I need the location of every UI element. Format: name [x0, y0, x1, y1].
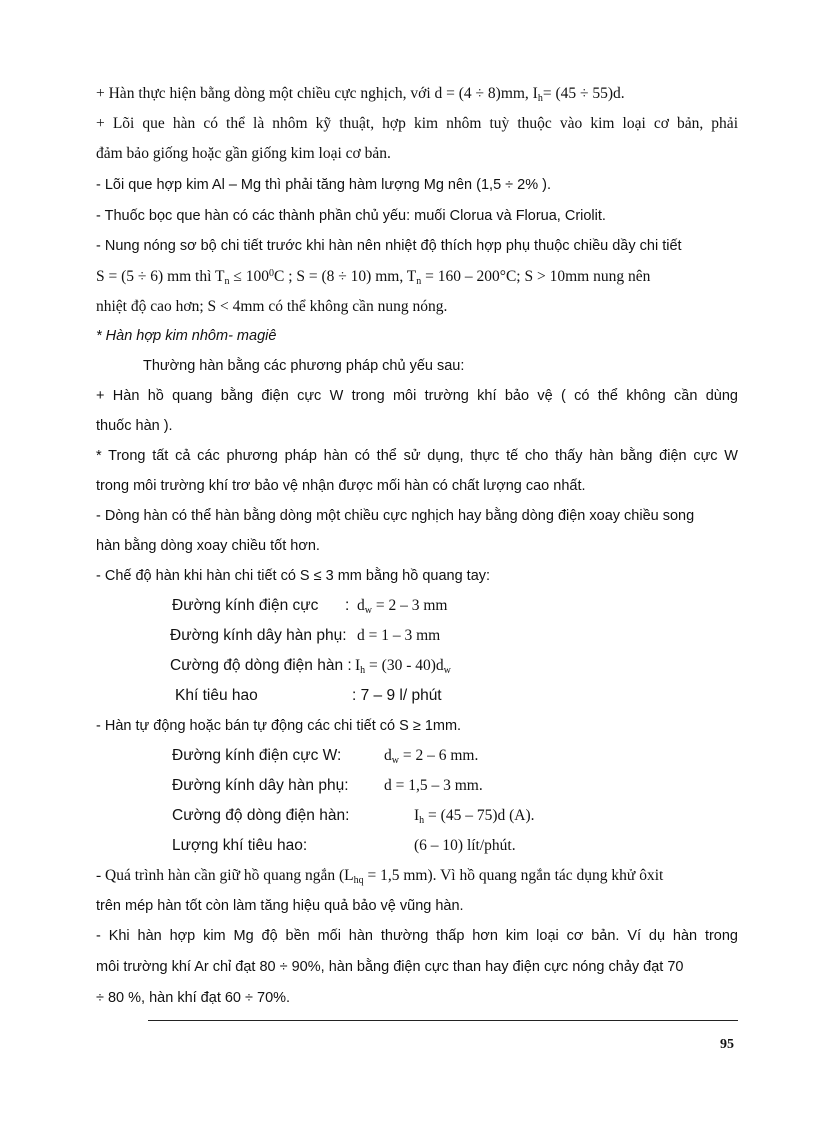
paragraph-best-quality-line2: trong môi trường khí trơ bảo vệ nhận được mối hàn có chất lượng cao nhất. [96, 478, 586, 494]
param-label: Lượng khí tiêu hao: [172, 837, 308, 854]
paragraph-mg-strength-line1: - Khi hàn hợp kim Mg độ bền mối hàn thường thấp hơn kim loại cơ bản. Ví dụ hàn trong [96, 928, 738, 944]
param-label: Đường kính dây hàn phụ: [170, 627, 347, 644]
section-heading: * Hàn hợp kim nhôm- magiê [96, 328, 277, 344]
param-value: (6 – 10) lít/phút. [414, 837, 516, 854]
paragraph-short-arc-line1: - Quá trình hàn cần giữ hồ quang ngắn ($L_{hq} = 1,5$ mm). Vì hồ quang ngắn tác dụng khử ôxit [96, 867, 664, 886]
paragraph-preheat-line1: - Nung nóng sơ bộ chi tiết trước khi hàn nên nhiệt độ thích hợp phụ thuộc chiều dầy chi tiết [96, 238, 682, 254]
param-value: : 7 – 9 l/ phút [352, 687, 442, 704]
param-value: $d_w = 2 - 6$ mm. [384, 747, 479, 766]
paragraph-dc-reverse-polarity: + Hàn thực hiện bằng dòng một chiều cực nghịch, với d = (4 ÷ 8)mm, $I_h= (45 \div 55)d$. [96, 85, 625, 104]
paragraph-flux-coating: - Thuốc bọc que hàn có các thành phần chủ yếu: muối Clorua và Florua, Criolit. [96, 208, 606, 224]
paragraph-best-quality-line1: * Trong tất cả các phương pháp hàn có thể sử dụng, thực tế cho thấy hàn bằng điện cực W [96, 448, 738, 464]
param-value: d = 1,5 – 3 mm. [384, 777, 483, 794]
paragraph-mg-strength-line3: ÷ 80 %, hàn khí đạt 60 ÷ 70%. [96, 990, 291, 1006]
param-value: d = 1 – 3 mm [357, 627, 441, 644]
param-label: Đường kính dây hàn phụ: [172, 777, 349, 794]
paragraph-manual-mode: - Chế độ hàn khi hàn chi tiết có S ≤ 3 mm bằng hồ quang tay: [96, 568, 491, 584]
param-label: Cường độ dòng điện hàn : [170, 657, 352, 674]
param-label: Khí tiêu hao [175, 687, 258, 704]
footer-rule-left [148, 1020, 296, 1021]
paragraph-core-material-line2: đảm bảo giống hoặc gần giống kim loại cơ bản. [96, 145, 391, 162]
footer-rule-right [592, 1020, 738, 1021]
param-value: $I_h = (45 - 75)d$ (A). [414, 807, 535, 826]
paragraph-mg-strength-line2: môi trường khí Ar chỉ đạt 80 ÷ 90%, hàn bằng điện cực than hay điện cực nóng chảy đạt 70 [96, 959, 684, 975]
param-colon: : [345, 597, 350, 614]
paragraph-preheat-line2: S = (5 ÷ 6) mm thì $T_n \le 100^0C$ ; S = (8 ÷ 10) mm, $T_n = 160 - 200^\circ C$; S > 10mm nung nên [96, 268, 651, 287]
footer-rule-middle [296, 1020, 592, 1021]
paragraph-current-type-line2: hàn bằng dòng xoay chiều tốt hơn. [96, 538, 320, 554]
paragraph-tig-line2: thuốc hàn ). [96, 418, 173, 434]
paragraph-core-material-line1: + Lõi que hàn có thể là nhôm kỹ thuật, hợp kim nhôm tuỳ thuộc vào kim loại cơ bản, phải [96, 115, 738, 132]
param-label: Đường kính điện cực [172, 597, 319, 614]
paragraph-tig-line1: + Hàn hồ quang bằng điện cực W trong môi trường khí bảo vệ ( có thể không cần dùng [96, 388, 738, 404]
param-label: Đường kính điện cực W: [172, 747, 342, 764]
paragraph-methods-intro: Thường hàn bằng các phương pháp chủ yếu sau: [143, 358, 465, 374]
param-label: Cường độ dòng điện hàn: [172, 807, 350, 824]
paragraph-short-arc-line2: trên mép hàn tốt còn làm tăng hiệu quả bảo vệ vũng hàn. [96, 898, 464, 914]
paragraph-auto-mode: - Hàn tự động hoặc bán tự động các chi tiết có S ≥ 1mm. [96, 718, 462, 734]
param-value: $d_w = 2 - 3$ mm [357, 597, 448, 616]
param-value: $I_h = (30 - 40)d_w$ [355, 657, 451, 676]
paragraph-current-type-line1: - Dòng hàn có thể hàn bằng dòng một chiều cực nghịch hay bằng dòng điện xoay chiều song [96, 508, 695, 524]
paragraph-preheat-line3: nhiệt độ cao hơn; S < 4mm có thể không cần nung nóng. [96, 298, 448, 315]
paragraph-al-mg-core: - Lõi que hợp kim Al – Mg thì phải tăng hàm lượng Mg nên (1,5 ÷ 2% ). [96, 177, 551, 193]
page-number: 95 [720, 1037, 734, 1052]
